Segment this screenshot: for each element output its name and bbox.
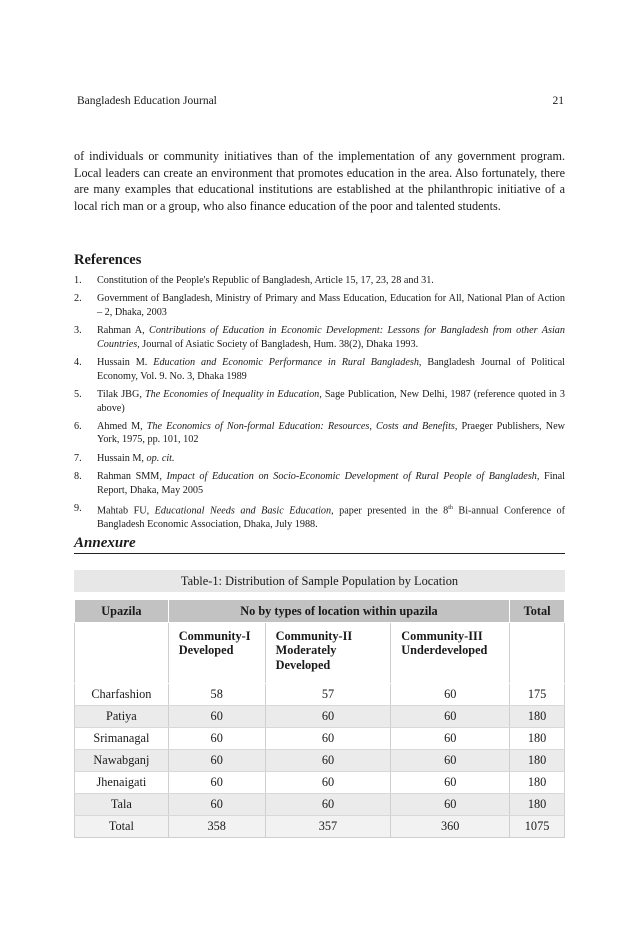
cell-total: 180: [510, 772, 565, 794]
reference-author: Mahtab FU,: [97, 505, 155, 517]
cell-community-1: 60: [168, 750, 265, 772]
subheader-line: Developed: [178, 643, 234, 658]
table-header-row: [75, 600, 565, 623]
reference-title: op. cit.: [146, 452, 175, 464]
reference-title: Impact of Education on Socio-Economic Development of Rural People of Bangladesh: [166, 470, 537, 482]
reference-number: 6.: [74, 420, 82, 432]
cell-total-label: Total: [75, 816, 169, 838]
cell-upazila: Tala: [75, 794, 169, 816]
subheader-line: Community-III: [401, 629, 483, 643]
reference-text: Government of Bangladesh, Ministry of Primary and Mass Education, Education for All, National Plan of Action – 2, Dhaka, 2003: [97, 293, 565, 318]
subheader-line: Developed: [275, 657, 331, 672]
body-paragraph: of individuals or community initiatives than of the implementation of any government program. Local leaders can create an environment that promotes education in the area. Also fortunately, there are many examples that educational institutions are established at the philanthropic initiative of a local rich man or a group, who also finance education of the poor and talented students.: [74, 149, 565, 213]
reference-title: Educational Needs and Basic Education: [154, 505, 332, 517]
table-row: [75, 728, 565, 750]
distribution-table: [74, 599, 565, 838]
reference-number: 1.: [74, 275, 82, 286]
reference-title: The Economics of Non-formal Education: Resources, Costs and Benefits: [146, 420, 455, 432]
reference-item: [74, 470, 565, 497]
table-row: [75, 750, 565, 772]
reference-title: The Economies of Inequality in Education: [144, 388, 320, 400]
reference-item: [74, 292, 565, 319]
cell-community-3: 60: [391, 728, 510, 750]
cell-community-2: 60: [265, 750, 391, 772]
cell-community-1: 60: [168, 772, 265, 794]
reference-number: 9.: [74, 502, 82, 514]
header-total: Total: [510, 600, 565, 623]
cell-total: 180: [510, 794, 565, 816]
subheader-line: Moderately: [275, 643, 337, 658]
cell-upazila: Nawabganj: [75, 750, 169, 772]
reference-item: [74, 274, 565, 288]
cell-grand-total: 1075: [510, 816, 565, 838]
cell-community-3: 60: [391, 750, 510, 772]
cell-community-2: 60: [265, 794, 391, 816]
journal-title: Bangladesh Education Journal: [77, 95, 217, 107]
annexure-heading: Annexure: [74, 535, 565, 554]
cell-upazila: Jhenaigati: [75, 772, 169, 794]
references-heading: References: [74, 252, 142, 268]
cell-community-1: 60: [168, 728, 265, 750]
cell-total: 180: [510, 750, 565, 772]
reference-list: [74, 274, 565, 536]
cell-community-2: 60: [265, 772, 391, 794]
cell-community-3: 60: [391, 684, 510, 706]
cell-upazila: Charfashion: [75, 684, 169, 706]
table-row: [75, 684, 565, 706]
reference-source: , Journal of Asiatic Society of Bangladesh, Hum. 38(2), Dhaka 1993.: [137, 338, 419, 350]
cell-community-1: 60: [168, 706, 265, 728]
reference-number: 4.: [74, 357, 82, 369]
reference-number: 5.: [74, 388, 82, 400]
reference-number: 2.: [74, 293, 82, 305]
subheader-empty: [75, 623, 169, 684]
subheader-community-1: [168, 623, 265, 684]
page-number: 21: [552, 95, 564, 107]
reference-author: Rahman SMM,: [97, 470, 167, 482]
cell-community-1: 58: [168, 684, 265, 706]
table-row: [75, 772, 565, 794]
reference-item: [74, 420, 565, 447]
subheader-line: Community-I: [178, 629, 251, 643]
cell-community-1: 358: [168, 816, 265, 838]
reference-source: , Final Report, Dhaka, May 2005: [97, 470, 565, 496]
reference-item: [74, 324, 565, 351]
reference-number: 3.: [74, 325, 82, 337]
table-row: [75, 794, 565, 816]
reference-author: Ahmed M,: [97, 420, 147, 432]
cell-community-3: 60: [391, 794, 510, 816]
reference-item: [74, 388, 565, 415]
cell-community-3: 60: [391, 772, 510, 794]
reference-author: Rahman A,: [97, 325, 150, 337]
table-total-row: [75, 816, 565, 838]
reference-source-cont: Bi-annual Conference of Bangladesh Economic Association, Dhaka, July 1988.: [97, 505, 565, 530]
subheader-line: Underdeveloped: [401, 643, 488, 658]
reference-source: , Bangladesh Journal of Political Economy, Vol. 9. No. 3, Dhaka 1989: [97, 357, 566, 382]
reference-source: , Praeger Publishers, New York, 1975, pp. 101, 102: [97, 420, 565, 446]
reference-author: Hussain M,: [97, 452, 147, 464]
subheader-line: Community-II: [275, 629, 353, 643]
table-subheader-row: [75, 623, 565, 684]
header-upazila: Upazila: [75, 600, 169, 623]
reference-author: Tilak JBG,: [97, 388, 145, 400]
reference-title: Contributions of Education in Economic Development: Lessons for Bangladesh from other Asian Countries: [97, 325, 565, 350]
reference-source: , Sage Publication, New Delhi, 1987 (reference quoted in 3 above): [97, 388, 565, 414]
table-caption: Table-1: Distribution of Sample Population by Location: [74, 570, 565, 592]
subheader-community-3: [391, 623, 510, 684]
cell-upazila: Patiya: [75, 706, 169, 728]
cell-community-3: 360: [391, 816, 510, 838]
reference-source: , paper presented in the 8: [331, 505, 449, 517]
reference-item: [74, 452, 565, 466]
reference-text: Constitution of the People's Republic of Bangladesh, Article 15, 17, 23, 28 and 31.: [97, 275, 434, 286]
cell-community-2: 60: [265, 706, 391, 728]
reference-number: 8.: [74, 470, 82, 482]
reference-item: [74, 356, 565, 383]
cell-community-2: 60: [265, 728, 391, 750]
cell-community-2: 357: [265, 816, 391, 838]
reference-title: Education and Economic Performance in Rural Bangladesh: [153, 357, 419, 369]
cell-community-1: 60: [168, 794, 265, 816]
subheader-empty: [510, 623, 565, 684]
reference-author: Hussain M.: [97, 357, 154, 369]
cell-total: 180: [510, 706, 565, 728]
cell-community-3: 60: [391, 706, 510, 728]
header-location-group: No by types of location within upazila: [168, 600, 509, 623]
ordinal-superscript: th: [448, 504, 453, 511]
table-row: [75, 706, 565, 728]
reference-item: [74, 502, 565, 532]
cell-community-2: 57: [265, 684, 391, 706]
cell-total: 175: [510, 684, 565, 706]
subheader-community-2: [265, 623, 391, 684]
reference-number: 7.: [74, 452, 82, 464]
cell-total: 180: [510, 728, 565, 750]
cell-upazila: Srimanagal: [75, 728, 169, 750]
